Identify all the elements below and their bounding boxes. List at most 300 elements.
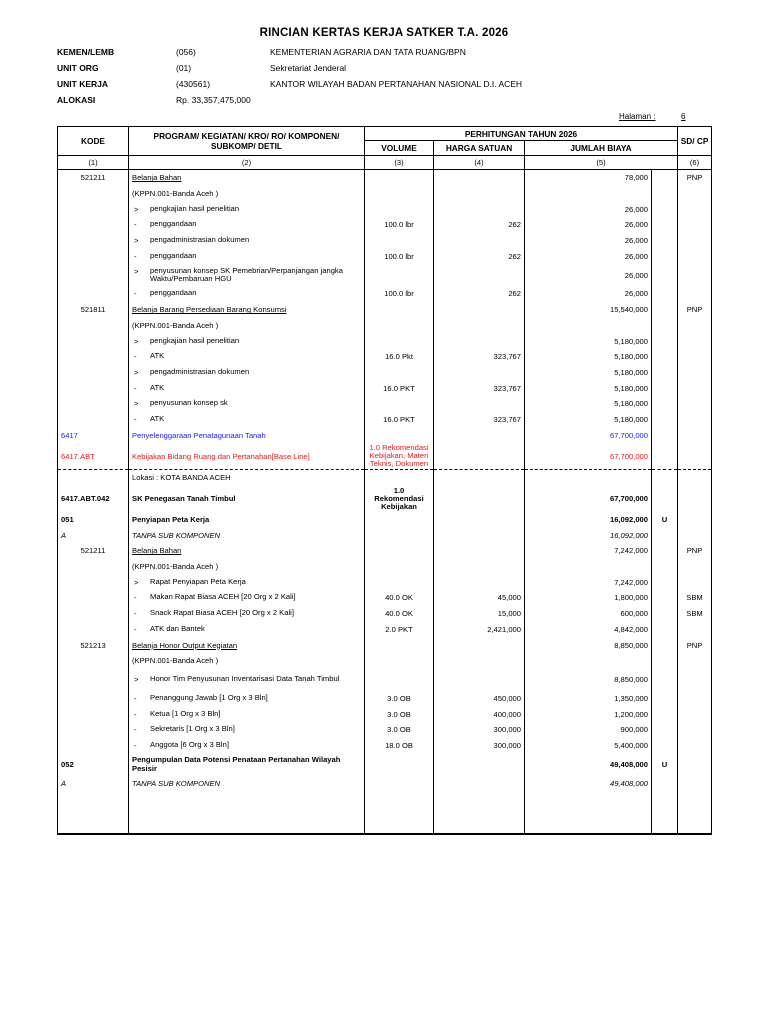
volume-cell <box>365 512 434 528</box>
bullet-marker: - <box>134 725 137 735</box>
volume-cell <box>365 527 434 543</box>
harga-cell: 262 <box>434 217 525 233</box>
jumlah-cell: 5,400,000 <box>525 738 652 754</box>
desc-cell: TANPA SUB KOMPONEN <box>129 527 365 543</box>
bullet-marker: > <box>134 204 139 214</box>
flag-cell <box>652 691 678 707</box>
jumlah-cell: 1,350,000 <box>525 691 652 707</box>
table-row <box>58 365 712 381</box>
jumlah-cell: 5,180,000 <box>525 412 652 428</box>
item-label: Rapat Penyiapan Peta Kerja <box>150 576 246 586</box>
flag-cell <box>652 653 678 669</box>
desc-cell <box>129 396 365 412</box>
sdcp-cell <box>678 427 712 443</box>
flag-cell <box>652 486 678 512</box>
table-row <box>58 443 712 470</box>
jumlah-cell: 900,000 <box>525 722 652 738</box>
harga-cell: 262 <box>434 248 525 264</box>
item-label: pengadministrasian dokumen <box>150 366 250 376</box>
harga-cell <box>434 427 525 443</box>
harga-cell: 323,767 <box>434 412 525 428</box>
flag-cell <box>652 186 678 202</box>
jumlah-cell: 5,180,000 <box>525 365 652 381</box>
kode-cell: 521211 <box>58 543 129 559</box>
sdcp-cell: PNP <box>678 543 712 559</box>
desc-cell <box>129 722 365 738</box>
jumlah-cell: 8,850,000 <box>525 669 652 691</box>
item-label: pengkajian hasil penelitian <box>150 203 240 213</box>
volume-cell <box>365 302 434 318</box>
kode-cell: 521211 <box>58 170 129 186</box>
volume-cell <box>365 637 434 653</box>
harga-cell: 450,000 <box>434 691 525 707</box>
desc-cell <box>129 412 365 428</box>
meta-code: (430561) <box>176 79 211 89</box>
harga-cell <box>434 264 525 286</box>
kode-cell <box>58 590 129 606</box>
jumlah-cell: 5,180,000 <box>525 333 652 349</box>
desc-cell: (KPPN.001-Banda Aceh ) <box>129 653 365 669</box>
sdcp-cell <box>678 706 712 722</box>
flag-cell <box>652 559 678 575</box>
harga-cell: 15,000 <box>434 606 525 622</box>
harga-cell <box>434 653 525 669</box>
sdcp-cell <box>678 775 712 791</box>
flag-cell <box>652 412 678 428</box>
volume-cell <box>365 443 434 470</box>
flag-cell <box>652 527 678 543</box>
meta-code: (01) <box>176 63 192 73</box>
sdcp-cell <box>678 738 712 754</box>
kode-cell: 6417.ABT <box>58 443 129 470</box>
col-header-jumlah: JUMLAH BIAYA <box>525 141 678 156</box>
jumlah-cell: 8,850,000 <box>525 637 652 653</box>
item-label: ATK <box>150 413 165 423</box>
flag-cell <box>652 574 678 590</box>
volume-cell <box>365 653 434 669</box>
volume-cell: 2.0 PKT <box>365 622 434 638</box>
empty-cell <box>652 791 678 834</box>
volume-cell: 18.0 OB <box>365 738 434 754</box>
empty-cell <box>58 791 129 834</box>
table-row <box>58 738 712 754</box>
table-row <box>58 753 712 775</box>
desc-cell <box>129 380 365 396</box>
desc-cell <box>129 691 365 707</box>
kode-cell <box>58 380 129 396</box>
bullet-marker: - <box>134 383 137 393</box>
harga-cell: 323,767 <box>434 349 525 365</box>
volume-cell <box>365 669 434 691</box>
bullet-marker: - <box>134 414 137 424</box>
flag-cell <box>652 380 678 396</box>
table-row <box>58 622 712 638</box>
sdcp-cell <box>678 333 712 349</box>
sdcp-cell: SBM <box>678 606 712 622</box>
col-number: (4) <box>434 156 525 170</box>
item-label: ATK dan Bantek <box>150 623 205 633</box>
col-header-volume: VOLUME <box>365 141 434 156</box>
bullet-marker: - <box>134 251 137 261</box>
sdcp-cell <box>678 653 712 669</box>
jumlah-cell: 26,000 <box>525 201 652 217</box>
item-label: Penanggung Jawab [1 Org x 3 Bln] <box>150 692 268 702</box>
jumlah-cell: 67,700,000 <box>525 486 652 512</box>
harga-cell <box>434 775 525 791</box>
kode-cell <box>58 349 129 365</box>
harga-cell <box>434 512 525 528</box>
flag-cell <box>652 669 678 691</box>
table-row <box>58 637 712 653</box>
table-row <box>58 574 712 590</box>
kode-cell <box>58 722 129 738</box>
table-row <box>58 653 712 669</box>
empty-cell <box>434 791 525 834</box>
jumlah-cell <box>525 653 652 669</box>
item-label: penggandaan <box>150 250 197 260</box>
item-label: pengadministrasian dokumen <box>150 235 250 245</box>
volume-cell <box>365 775 434 791</box>
flag-cell <box>652 170 678 186</box>
volume-cell <box>365 753 434 775</box>
harga-cell <box>434 170 525 186</box>
table-row <box>58 543 712 559</box>
kode-cell <box>58 559 129 575</box>
bullet-marker: > <box>134 675 139 685</box>
table-row <box>58 775 712 791</box>
sdcp-cell <box>678 380 712 396</box>
desc-cell: (KPPN.001-Banda Aceh ) <box>129 186 365 202</box>
harga-cell <box>434 543 525 559</box>
flag-cell <box>652 365 678 381</box>
jumlah-cell <box>525 559 652 575</box>
harga-cell <box>434 201 525 217</box>
volume-text: 1.0 Rekomendasi Kebijakan, Materi Teknis, Dokumen <box>369 443 429 468</box>
table-row <box>58 349 712 365</box>
sdcp-cell <box>678 512 712 528</box>
flag-cell <box>652 706 678 722</box>
flag-cell <box>652 637 678 653</box>
sdcp-cell: PNP <box>678 170 712 186</box>
jumlah-cell: 26,000 <box>525 248 652 264</box>
kode-cell <box>58 233 129 249</box>
jumlah-cell: 26,000 <box>525 217 652 233</box>
flag-cell <box>652 233 678 249</box>
jumlah-cell: 49,408,000 <box>525 775 652 791</box>
harga-cell <box>434 753 525 775</box>
bullet-marker: - <box>134 593 137 603</box>
meta-value: KANTOR WILAYAH BADAN PERTANAHAN NASIONAL D.I. ACEH <box>270 79 523 89</box>
flag-cell <box>652 264 678 286</box>
table-row <box>58 186 712 202</box>
flag-cell <box>652 775 678 791</box>
desc-cell <box>129 233 365 249</box>
flag-cell <box>652 590 678 606</box>
volume-cell: 40.0 OK <box>365 590 434 606</box>
sdcp-cell: PNP <box>678 302 712 318</box>
bullet-marker: > <box>134 236 139 246</box>
jumlah-cell: 1,200,000 <box>525 706 652 722</box>
volume-cell <box>365 186 434 202</box>
halaman-value: 6 <box>681 112 686 121</box>
bullet-marker: > <box>134 577 139 587</box>
table-row <box>58 396 712 412</box>
kode-cell <box>58 365 129 381</box>
kode-cell <box>58 412 129 428</box>
volume-cell: 3.0 OB <box>365 691 434 707</box>
jumlah-cell: 16,092,000 <box>525 512 652 528</box>
col-number: (3) <box>365 156 434 170</box>
kode-cell <box>58 217 129 233</box>
desc-cell: (KPPN.001-Banda Aceh ) <box>129 318 365 334</box>
empty-cell <box>678 791 712 834</box>
sdcp-cell <box>678 201 712 217</box>
table-row <box>58 380 712 396</box>
item-label: ATK <box>150 351 165 361</box>
table-body <box>58 170 712 835</box>
flag-cell <box>652 722 678 738</box>
meta-key: UNIT ORG <box>57 63 99 73</box>
flag-cell <box>652 286 678 302</box>
desc-cell <box>129 365 365 381</box>
volume-cell: 16.0 PKT <box>365 412 434 428</box>
table-row <box>58 512 712 528</box>
flag-cell: U <box>652 512 678 528</box>
table-row <box>58 318 712 334</box>
volume-cell <box>365 396 434 412</box>
bullet-marker: - <box>134 740 137 750</box>
sdcp-cell <box>678 349 712 365</box>
desc-cell <box>129 201 365 217</box>
jumlah-cell: 7,242,000 <box>525 574 652 590</box>
volume-cell <box>365 233 434 249</box>
jumlah-cell: 5,180,000 <box>525 396 652 412</box>
col-number: (6) <box>678 156 712 170</box>
harga-cell: 300,000 <box>434 738 525 754</box>
kode-cell <box>58 691 129 707</box>
jumlah-cell: 26,000 <box>525 264 652 286</box>
harga-cell: 323,767 <box>434 380 525 396</box>
meta-value: KEMENTERIAN AGRARIA DAN TATA RUANG/BPN <box>270 47 466 57</box>
volume-cell: 16.0 PKT <box>365 380 434 396</box>
flag-cell <box>652 302 678 318</box>
budget-table <box>57 126 712 835</box>
desc-cell: SK Penegasan Tanah Timbul <box>129 486 365 512</box>
bullet-marker: - <box>134 289 137 299</box>
document-title: RINCIAN KERTAS KERJA SATKER T.A. 2026 <box>259 27 509 39</box>
meta-value: Sekretariat Jenderal <box>270 63 347 73</box>
item-label: pengkajian hasil penelitian <box>150 335 240 345</box>
kode-cell <box>58 333 129 349</box>
table-row <box>58 233 712 249</box>
sdcp-cell <box>678 186 712 202</box>
flag-cell <box>652 443 678 470</box>
table-row <box>58 722 712 738</box>
flag-cell <box>652 622 678 638</box>
desc-cell: Belanja Bahan <box>129 170 365 186</box>
jumlah-cell: 78,000 <box>525 170 652 186</box>
kode-cell: A <box>58 527 129 543</box>
meta-key: UNIT KERJA <box>57 79 109 89</box>
desc-cell: Lokasi : KOTA BANDA ACEH <box>129 470 365 486</box>
table-row <box>58 527 712 543</box>
meta-code: (056) <box>176 47 196 57</box>
table-row <box>58 264 712 286</box>
sdcp-cell <box>678 574 712 590</box>
kode-cell <box>58 706 129 722</box>
kode-cell <box>58 738 129 754</box>
desc-cell: TANPA SUB KOMPONEN <box>129 775 365 791</box>
table-row <box>58 590 712 606</box>
item-label: ATK <box>150 382 165 392</box>
desc-cell: Pengumpulan Data Potensi Penataan Pertanahan Wilayah Pesisir <box>129 753 365 775</box>
volume-cell: 100.0 lbr <box>365 217 434 233</box>
desc-cell <box>129 622 365 638</box>
kode-cell <box>58 396 129 412</box>
item-label: Makan Rapat Biasa ACEH [20 Org x 2 Kali] <box>150 592 296 602</box>
sdcp-cell <box>678 669 712 691</box>
table-row <box>58 248 712 264</box>
sdcp-cell <box>678 217 712 233</box>
kode-cell <box>58 286 129 302</box>
harga-cell <box>434 186 525 202</box>
flag-cell <box>652 427 678 443</box>
sdcp-cell <box>678 470 712 486</box>
kode-cell: 521811 <box>58 302 129 318</box>
volume-cell <box>365 318 434 334</box>
volume-cell <box>365 486 434 512</box>
jumlah-cell: 600,000 <box>525 606 652 622</box>
sdcp-cell <box>678 622 712 638</box>
desc-cell <box>129 264 365 286</box>
kode-cell <box>58 186 129 202</box>
desc-cell <box>129 217 365 233</box>
meta-code: Rp. 33,357,475,000 <box>176 95 251 105</box>
jumlah-cell: 5,180,000 <box>525 349 652 365</box>
desc-cell: Kebijakan Bidang Ruang dan Pertanahan[Base Line] <box>129 443 365 470</box>
volume-cell: 100.0 lbr <box>365 286 434 302</box>
harga-cell <box>434 443 525 470</box>
sdcp-cell <box>678 412 712 428</box>
sdcp-cell <box>678 264 712 286</box>
kode-cell <box>58 669 129 691</box>
volume-cell <box>365 170 434 186</box>
col-number: (5) <box>525 156 678 170</box>
table-row <box>58 333 712 349</box>
sdcp-cell <box>678 753 712 775</box>
volume-cell <box>365 559 434 575</box>
volume-text: 1.0 Rekomendasi Kebijakan <box>374 485 424 511</box>
harga-cell <box>434 559 525 575</box>
harga-cell: 45,000 <box>434 590 525 606</box>
item-label: penyusunan konsep sk <box>150 398 228 408</box>
table-row <box>58 170 712 186</box>
jumlah-cell: 7,242,000 <box>525 543 652 559</box>
sdcp-cell <box>678 527 712 543</box>
desc-cell <box>129 706 365 722</box>
meta-key: ALOKASI <box>57 95 96 105</box>
sdcp-cell <box>678 365 712 381</box>
kode-cell <box>58 653 129 669</box>
flag-cell <box>652 318 678 334</box>
desc-cell <box>129 248 365 264</box>
desc-cell <box>129 738 365 754</box>
item-label: Snack Rapat Biasa ACEH [20 Org x 2 Kali] <box>150 608 294 618</box>
desc-cell <box>129 590 365 606</box>
volume-cell <box>365 470 434 486</box>
sdcp-cell <box>678 691 712 707</box>
empty-cell <box>365 791 434 834</box>
sdcp-cell <box>678 248 712 264</box>
item-label: Sekretaris [1 Org x 3 Bln] <box>150 724 235 734</box>
flag-cell <box>652 201 678 217</box>
desc-cell: Penyiapan Peta Kerja <box>129 512 365 528</box>
harga-cell <box>434 365 525 381</box>
desc-cell: Belanja Barang Persediaan Barang Konsumsi <box>129 302 365 318</box>
item-label: Anggota [6 Org x 3 Bln] <box>150 739 229 749</box>
kode-cell <box>58 201 129 217</box>
harga-cell <box>434 470 525 486</box>
bullet-marker: - <box>134 352 137 362</box>
harga-cell <box>434 486 525 512</box>
harga-cell <box>434 669 525 691</box>
flag-cell <box>652 333 678 349</box>
harga-cell: 300,000 <box>434 722 525 738</box>
item-label: Honor Tim Penyusunan Inventarisasi Data Tanah Timbul <box>150 674 340 684</box>
table-row <box>58 606 712 622</box>
col-header-program: PROGRAM/ KEGIATAN/ KRO/ RO/ KOMPONEN/ SUBKOMP/ DETIL <box>129 127 365 156</box>
table-row-empty <box>58 791 712 834</box>
flag-cell <box>652 606 678 622</box>
table-row <box>58 201 712 217</box>
jumlah-cell: 15,540,000 <box>525 302 652 318</box>
item-label: penyusunan konsep SK Pemebrian/Perpanjangan jangka Waktu/Pembaruan HGU <box>150 266 343 284</box>
volume-cell <box>365 574 434 590</box>
flag-cell <box>652 470 678 486</box>
harga-cell: 262 <box>434 286 525 302</box>
jumlah-cell: 67,700,000 <box>525 427 652 443</box>
table-row <box>58 706 712 722</box>
harga-cell <box>434 233 525 249</box>
bullet-marker: - <box>134 624 137 634</box>
volume-cell <box>365 365 434 381</box>
bullet-marker: - <box>134 709 137 719</box>
volume-cell: 100.0 lbr <box>365 248 434 264</box>
kode-cell <box>58 622 129 638</box>
volume-cell: 3.0 OB <box>365 706 434 722</box>
bullet-marker: > <box>134 367 139 377</box>
col-header-perhitungan: PERHITUNGAN TAHUN 2026 <box>365 127 678 141</box>
col-header-kode: KODE <box>58 127 129 156</box>
empty-cell <box>525 791 652 834</box>
volume-cell: 3.0 OB <box>365 722 434 738</box>
volume-cell <box>365 427 434 443</box>
kode-cell: 521213 <box>58 637 129 653</box>
sdcp-cell <box>678 486 712 512</box>
desc-cell <box>129 606 365 622</box>
desc-cell: Penyelenggaraan Penatagunaan Tanah <box>129 427 365 443</box>
sdcp-cell <box>678 396 712 412</box>
desc-cell <box>129 669 365 691</box>
table-row <box>58 217 712 233</box>
jumlah-cell: 67,700,000 <box>525 443 652 470</box>
sdcp-cell <box>678 318 712 334</box>
desc-cell: (KPPN.001-Banda Aceh ) <box>129 559 365 575</box>
bullet-marker: - <box>134 609 137 619</box>
sdcp-cell <box>678 233 712 249</box>
kode-cell <box>58 470 129 486</box>
desc-cell: Belanja Honor Output Kegiatan <box>129 637 365 653</box>
